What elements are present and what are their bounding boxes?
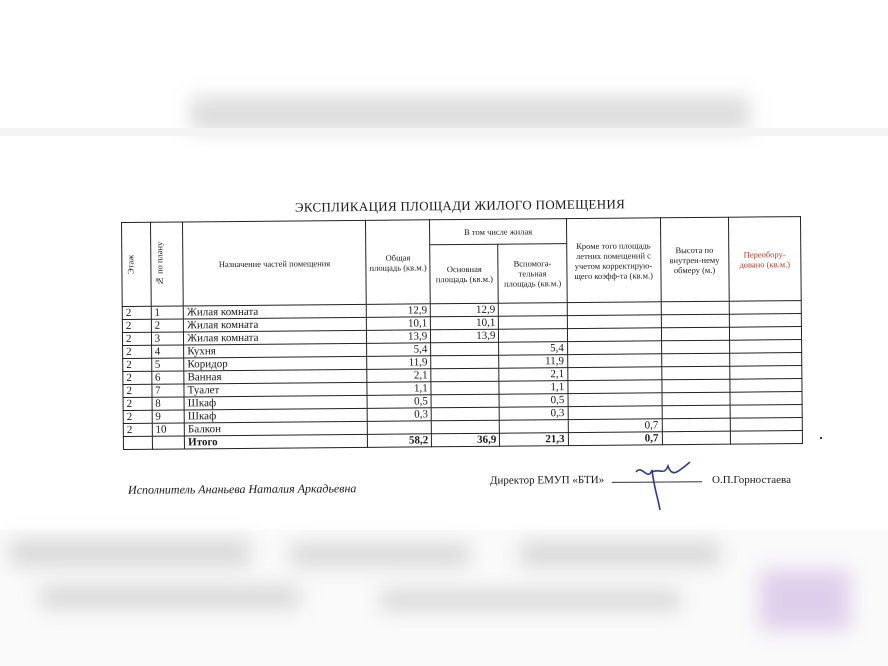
blurred-header	[190, 96, 750, 132]
cell-floor: 2	[123, 397, 152, 410]
cell-purpose: Жилая комната	[184, 317, 367, 332]
cell-purpose: Шкаф	[184, 395, 367, 410]
header-plan-no: № по плану	[150, 222, 183, 306]
cell-height	[662, 418, 730, 432]
header-including-living: В том числе жилая	[430, 219, 567, 245]
cell-rebuilt	[730, 392, 802, 406]
director-label: Директор ЕМУП «БТИ»	[489, 473, 605, 487]
cell-rebuilt	[729, 314, 801, 328]
cell-plan-no: 1	[151, 306, 184, 319]
cell-summer	[567, 328, 661, 342]
cell-total: 11,9	[367, 356, 431, 370]
cell-floor: 2	[122, 306, 151, 319]
blurred-footer	[0, 530, 888, 666]
cell-main	[431, 355, 499, 369]
cell-rebuilt	[729, 340, 801, 354]
cell-height	[662, 392, 730, 406]
totals-total: 58,2	[367, 434, 431, 448]
cell-plan-no: 4	[151, 345, 184, 358]
director-name: О.П.Горностаева	[712, 474, 791, 486]
explication-table	[121, 216, 803, 450]
cell-purpose: Туалет	[184, 382, 367, 397]
cell-main: 13,9	[431, 329, 499, 343]
cell-total: 1,1	[367, 382, 431, 396]
cell-floor: 2	[123, 345, 152, 358]
header-purpose: Назначение частей помещения	[183, 220, 367, 306]
cell-aux	[499, 316, 567, 330]
cell-height	[661, 314, 729, 328]
cell-aux: 11,9	[499, 355, 567, 369]
cell-plan-no: 9	[152, 410, 185, 423]
cell-summer	[567, 315, 661, 329]
scan-speck	[820, 437, 822, 439]
cell-main	[431, 407, 499, 421]
cell-summer	[567, 341, 661, 355]
signature-icon	[628, 458, 698, 514]
cell-height	[661, 379, 729, 393]
cell-main	[432, 420, 500, 434]
cell-purpose: Жилая комната	[183, 304, 366, 319]
cell-floor: 2	[122, 332, 151, 345]
header-total-area: Общая площадь (кв.м.)	[366, 220, 431, 305]
cell-height	[661, 327, 729, 341]
cell-total: 0,3	[367, 408, 431, 422]
cell-aux	[499, 329, 567, 343]
header-height: Высота по внутрен-нему обмеру (м.)	[660, 217, 729, 302]
cell-aux	[500, 420, 568, 434]
header-aux-area: Вспомога-тельная площадь (кв.м.)	[498, 244, 567, 304]
cell-aux	[499, 303, 567, 317]
totals-label: Итого	[185, 434, 368, 449]
header-summer-area: Кроме того площадь летних помещений с учетом корректирую-щего коэфф-та (кв.м.)	[566, 218, 661, 303]
cell-floor: 2	[123, 423, 152, 436]
cell-height	[661, 301, 729, 315]
cell-purpose: Кухня	[184, 343, 367, 358]
cell-plan-no: 8	[152, 397, 185, 410]
cell-summer	[568, 367, 662, 381]
cell-summer	[568, 393, 662, 407]
cell-purpose: Жилая комната	[184, 330, 367, 345]
cell-floor: 2	[123, 410, 152, 423]
cell-plan-no: 2	[151, 319, 184, 332]
cell-height	[661, 340, 729, 354]
cell-rebuilt	[729, 353, 801, 367]
cell-aux: 2,1	[499, 368, 567, 382]
cell-aux: 1,1	[499, 381, 567, 395]
cell-rebuilt	[729, 301, 801, 315]
cell-main	[431, 381, 499, 395]
cell-rebuilt	[730, 418, 802, 432]
cell-purpose: Шкаф	[184, 408, 367, 423]
totals-main: 36,9	[432, 433, 500, 447]
cell-main	[431, 394, 499, 408]
cell-aux: 0,3	[500, 407, 568, 421]
cell-height	[661, 366, 729, 380]
cell-floor: 2	[122, 319, 151, 332]
cell-plan-no: 7	[152, 384, 185, 397]
cell-aux: 5,4	[499, 342, 567, 356]
scan-edge	[0, 128, 888, 136]
cell-rebuilt	[729, 327, 801, 341]
cell-purpose: Коридор	[184, 356, 367, 371]
cell-purpose: Балкон	[184, 421, 367, 436]
cell-height	[661, 353, 729, 367]
cell-total: 13,9	[367, 330, 431, 344]
header-rebuilt: Переобору-довано (кв.м.)	[728, 217, 801, 302]
cell-total: 2,1	[367, 369, 431, 383]
cell-floor: 2	[123, 384, 152, 397]
cell-total: 12,9	[366, 304, 430, 318]
cell-total: 0,5	[367, 395, 431, 409]
cell-summer	[568, 380, 662, 394]
cell-aux: 0,5	[499, 394, 567, 408]
cell-main: 12,9	[430, 303, 498, 317]
cell-main	[431, 368, 499, 382]
header-main-area: Основная площадь (кв.м.)	[430, 244, 499, 304]
executor-label: Исполнитель Ананьева Наталия Аркадьевна	[127, 481, 357, 497]
cell-floor: 2	[123, 371, 152, 384]
cell-rebuilt	[730, 405, 802, 419]
document-title: ЭКСПЛИКАЦИЯ ПЛОЩАДИ ЖИЛОГО ПОМЕЩЕНИЯ	[294, 196, 626, 215]
cell-summer	[567, 354, 661, 368]
cell-plan-no: 5	[151, 358, 184, 371]
cell-summer	[567, 302, 661, 316]
cell-main	[431, 342, 499, 356]
totals-summer: 0,7	[568, 432, 662, 446]
cell-total	[367, 421, 431, 435]
cell-floor: 2	[123, 358, 152, 371]
cell-total: 10,1	[366, 317, 430, 331]
cell-total: 5,4	[367, 343, 431, 357]
cell-height	[662, 405, 730, 419]
cell-plan-no: 10	[152, 423, 185, 436]
cell-purpose: Ванная	[184, 369, 367, 384]
cell-plan-no: 3	[151, 332, 184, 345]
cell-plan-no: 6	[151, 371, 184, 384]
header-floor: Этаж	[122, 222, 151, 306]
cell-rebuilt	[730, 379, 802, 393]
totals-aux: 21,3	[500, 433, 568, 447]
cell-rebuilt	[729, 366, 801, 380]
cell-summer: 0,7	[568, 419, 662, 433]
cell-summer	[568, 406, 662, 420]
cell-main: 10,1	[431, 316, 499, 330]
